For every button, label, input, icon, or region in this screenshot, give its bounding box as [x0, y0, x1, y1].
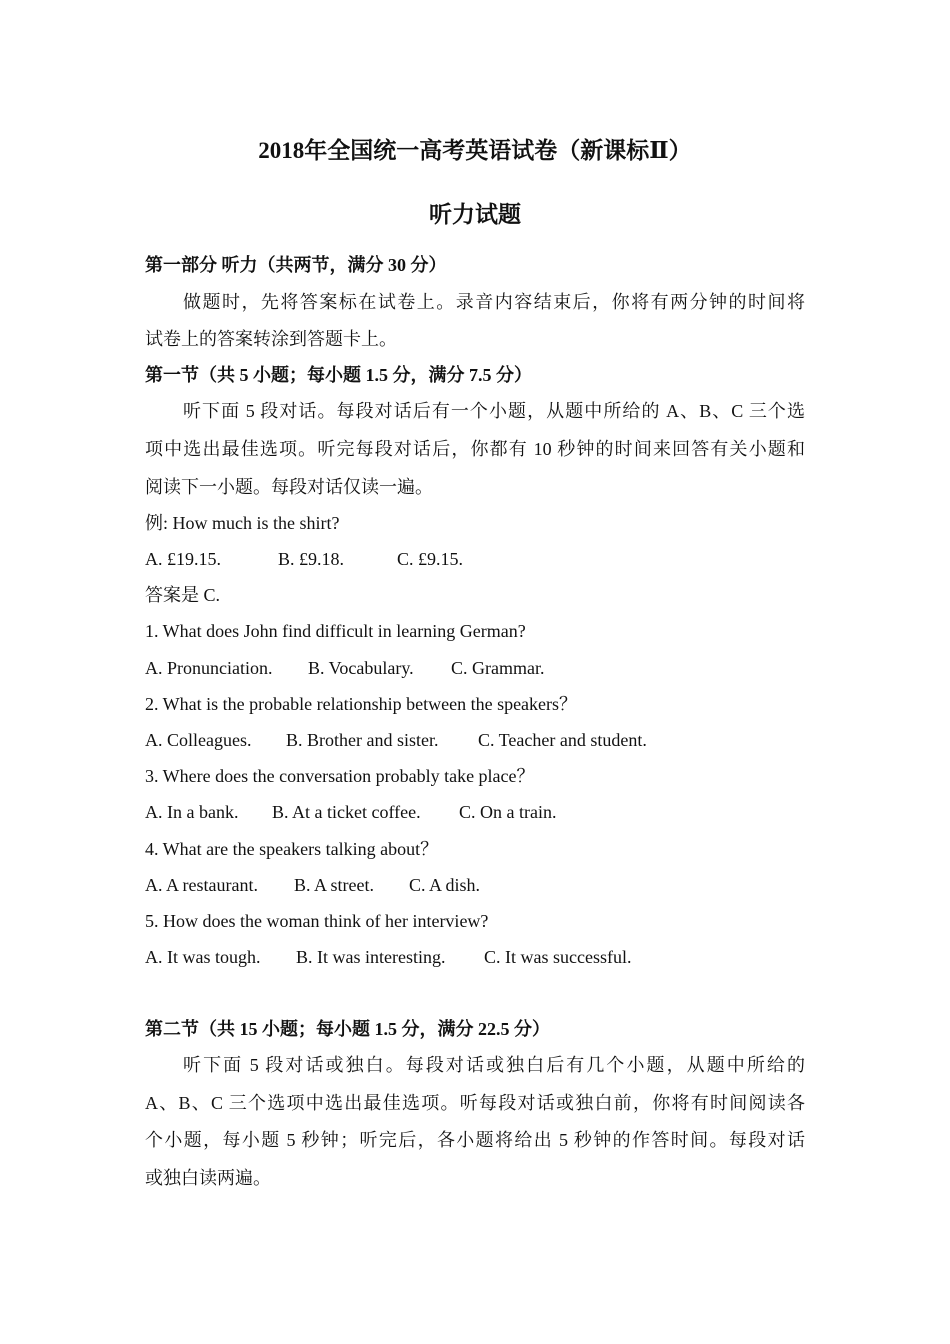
section2-instruction-line3: 个小题，每小题 5 秒钟；听完后，各小题将给出 5 秒钟的作答时间。每段对话: [145, 1130, 805, 1150]
section2-instruction-line2: A、B、C 三个选项中选出最佳选项。听每段对话或独白前，你将有时间阅读各: [145, 1093, 805, 1113]
question-3-option-b: B. At a ticket coffee.: [272, 802, 421, 822]
question-3-stem: 3. Where does the conversation probably take place？: [145, 766, 535, 786]
section1-instruction-line3: 阅读下一小题。每段对话仅读一遍。: [145, 477, 433, 497]
question-2-stem: 2. What is the probable relationship between the speakers？: [145, 694, 578, 714]
example-option-a: A. £19.15.: [145, 549, 221, 569]
question-4-option-a: A. A restaurant.: [145, 875, 258, 895]
section1-heading: 第一节（共 5 小题；每小题 1.5 分，满分 7.5 分）: [145, 365, 532, 385]
question-1-option-b: B. Vocabulary.: [308, 658, 414, 678]
section2-instruction-line4: 或独白读两遍。: [145, 1168, 271, 1188]
question-1-stem: 1. What does John find difficult in learning German?: [145, 621, 526, 641]
part1-instruction-line2: 试卷上的答案转涂到答题卡上。: [145, 329, 397, 349]
example-option-c: C. £9.15.: [397, 549, 464, 569]
question-2-option-a: A. Colleagues.: [145, 730, 252, 750]
question-2-option-b: B. Brother and sister.: [286, 730, 439, 750]
example-answer: 答案是 C.: [145, 585, 221, 605]
part1-heading: 第一部分 听力（共两节，满分 30 分）: [145, 255, 447, 275]
question-1-option-c: C. Grammar.: [451, 658, 545, 678]
question-2-option-c: C. Teacher and student.: [478, 730, 647, 750]
question-5-option-b: B. It was interesting.: [296, 947, 446, 967]
question-4-option-b: B. A street.: [294, 875, 374, 895]
section2-heading: 第二节（共 15 小题；每小题 1.5 分，满分 22.5 分）: [145, 1019, 550, 1039]
section1-instruction-line1: 听下面 5 段对话。每段对话后有一个小题，从题中所给的 A、B、C 三个选: [183, 401, 805, 421]
question-5-stem: 5. How does the woman think of her interview?: [145, 911, 489, 931]
question-5-option-a: A. It was tough.: [145, 947, 261, 967]
section2-instruction-line1: 听下面 5 段对话或独白。每段对话或独白后有几个小题，从题中所给的: [183, 1055, 805, 1075]
question-4-option-c: C. A dish.: [409, 875, 481, 895]
question-1-option-a: A. Pronunciation.: [145, 658, 273, 678]
question-4-stem: 4. What are the speakers talking about？: [145, 839, 439, 859]
exam-title: 2018年全国统一高考英语试卷（新课标Ⅱ）: [258, 138, 692, 163]
question-3-option-c: C. On a train.: [459, 802, 557, 822]
part1-instruction-line1: 做题时，先将答案标在试卷上。录音内容结束后，你将有两分钟的时间将: [183, 292, 805, 312]
exam-subtitle: 听力试题: [429, 202, 521, 227]
example-question: 例: How much is the shirt?: [145, 513, 340, 533]
example-option-b: B. £9.18.: [278, 549, 345, 569]
question-5-option-c: C. It was successful.: [484, 947, 632, 967]
question-3-option-a: A. In a bank.: [145, 802, 239, 822]
section1-instruction-line2: 项中选出最佳选项。听完每段对话后，你都有 10 秒钟的时间来回答有关小题和: [145, 439, 805, 459]
